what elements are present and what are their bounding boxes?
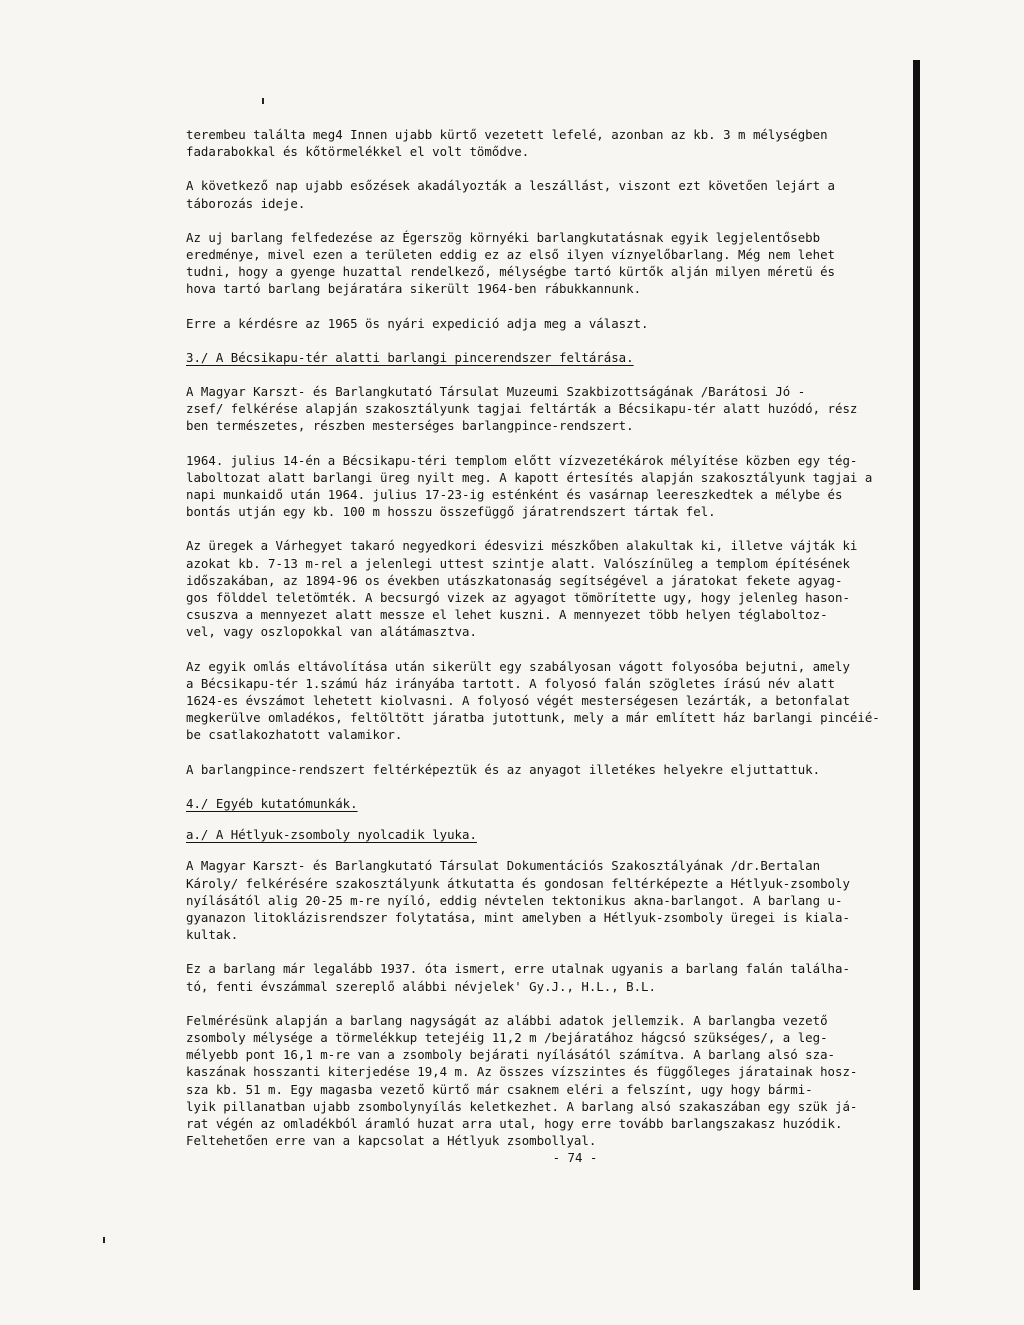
paragraph-1964-july: 1964. julius 14-én a Bécsikapu-téri templom előtt vízvezetékárok mélyítése közben egy tég- laboltozat alatt barlangi üreg nyilt meg. A kapott értesítés alapján szakosztályunk tagjai a napi munkaidő után 1964. julius 17-23-ig esténként és vasárnap leereszkedtek a mélybe és bontás utján egy kb. 100 m hosszu összefüggő járatrendszert tártak fel.	[186, 452, 873, 520]
section-heading-4: 4./ Egyéb kutatómunkák.	[186, 795, 358, 811]
paragraph-documentation-request: A Magyar Karszt- és Barlangkutató Társulat Dokumentációs Szakosztályának /dr.Bertalan Károly/ felkérésére szakosztályunk átkutatta és gondosan feltérképezte a Hétlyuk-zsomboly nyílásától alig 20-25 m-re nyíló, eddig névtelen tektonikus akna-barlangot. A barlang u- gyanazon litoklázisrendszer folytatása, mint amelyben a Hétlyuk-zsomboly üregei is kiala- kultak.	[186, 858, 850, 943]
paragraph-carved-corridor: Az egyik omlás eltávolítása után sikerült egy szabályosan vágott folyosóba bejutni, amely a Bécsikapu-tér 1.számú ház irányába tartott. A folyosó falán szögletes írású név alatt 1624-es évszámot lehetett kiolvasni. A folyosó végét mesterségesen lezárták, a betonfalat megkerülve omladékos, feltöltött járatba jutottunk, mely a már említett ház barlangi pincéié- be csatlakozhatott valamikor.	[186, 658, 880, 743]
paragraph-survey-results: Felmérésünk alapján a barlang nagyságát az alábbi adatok jellemzik. A barlangba vezető zsomboly mélysége a törmelékkup tetejéig 11,2 m /bejáratához hágcsó szükséges/, a leg- mélyebb pont 16,1 m-re van a zsomboly bejárati nyílásától számítva. A barlang alsó sza- kaszának hosszanti kiterjedése 19,4 m. Az összes vízszintes és függőleges járatainak hosz- sza kb. 51 m. Egy magasba vezető kürtő már csaknem eléri a felszínt, ugy hogy bármi- lyik pillanatban ujabb zsombolynyílás keletkezhet. A barlang alsó szakaszában egy szük já- rat végén az omladékból áramló huzat arra utal, hogy erre tovább barlangszakasz huzódik. Feltehetően erre van a kapcsolat a Hétlyuk zsombollyal.	[186, 1012, 858, 1149]
paragraph-1937-marks: Ez a barlang már legalább 1937. óta ismert, erre utalnak ugyanis a barlang falán találha- tó, fenti évszámmal szereplő alábbi névjelek' Gy.J., H.L., B.L.	[186, 961, 850, 994]
scan-speck	[103, 1237, 105, 1243]
section-heading-3: 3./ A Bécsikapu-tér alatti barlangi pincerendszer feltárása.	[186, 349, 634, 365]
scan-speck	[262, 98, 264, 104]
paragraph-rain-delay: A következő nap ujabb esőzések akadályozták a leszállást, viszont ezt követően lejárt a táborozás ideje.	[186, 178, 836, 211]
paragraph-new-cave-discovery: Az uj barlang felfedezése az Égerszög környéki barlangkutatásnak egyik legjelentősebb eredménye, mivel ezen a területen eddig ez az első ilyen víznyelőbarlang. Még nem lehet tudni, hogy a gyenge huzattal rendelkező, mélységbe tartó kürtők alján milyen méretü és hova tartó barlang bejáratára sikerült 1964-ben rábukkannunk.	[186, 229, 836, 297]
paragraph-1965-expedition: Erre a kérdésre az 1965 ös nyári expedició adja meg a választ.	[186, 315, 649, 331]
document-text-column	[186, 126, 894, 1167]
page-number: - 74 -	[552, 1150, 598, 1166]
paragraph-limestone-cavities: Az üregek a Várhegyet takaró negyedkori édesvizi mészkőben alakultak ki, illetve vájták ki azokat kb. 7-13 m-rel a jelenlegi uttest szintje alatt. Valószínüleg a templom építésének időszakában, az 1894-96 os években utászkatonaság segítségével a járatokat fekete agyag- gos földdel teletömték. A becsurgó vizek az agyagot tömörítette ugy, hogy jelenleg hason- csuszva a mennyezet alatt messze el lehet kuszni. A mennyezet több helyen téglaboltoz- vel, vagy oszlopokkal van alátámasztva.	[186, 538, 858, 640]
paragraph-museum-request: A Magyar Karszt- és Barlangkutató Társulat Muzeumi Szakbizottságának /Barátosi Jó - zsef/ felkérése alapján szakosztályunk tagjai feltárták a Bécsikapu-tér alatt huzódó, rész ben természetes, részben mesterséges barlangpince-rendszert.	[186, 384, 858, 434]
paragraph-mapping-done: A barlangpince-rendszert feltérképeztük és az anyagot illetékes helyekre eljuttattuk.	[186, 761, 821, 777]
paragraph-cave-debris: terembeu találta meg4 Innen ujabb kürtő vezetett lefelé, azonban az kb. 3 m mélységben fadarabokkal és kőtörmelékkel el volt tömődve.	[186, 127, 828, 160]
scan-edge-bar	[913, 60, 920, 1290]
subsection-heading-4a: a./ A Hétlyuk-zsomboly nyolcadik lyuka.	[186, 827, 477, 843]
